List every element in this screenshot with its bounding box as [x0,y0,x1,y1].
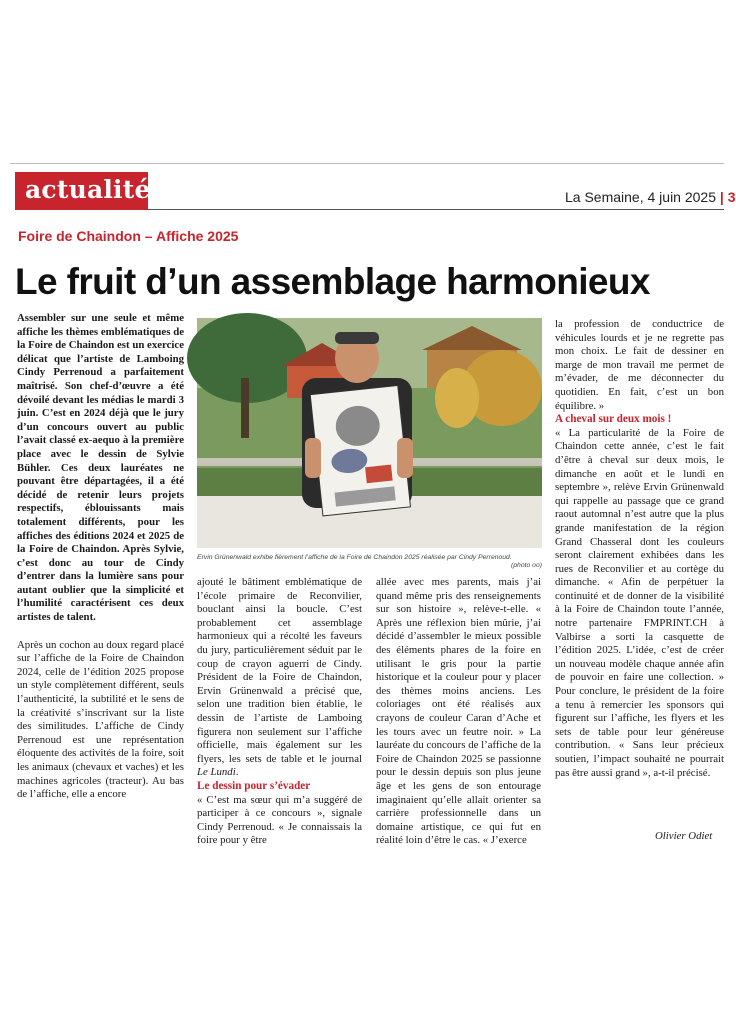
author-signature: Olivier Odiet [655,830,713,842]
article-photo [197,318,542,548]
body-paragraph: « C’est ma sœur qui m’a suggéré de participer à ce concours », signale Cindy Perrenoud. « Je connaissais la foire pour y être [197,793,362,847]
page-separator: | [719,189,724,205]
subheading: A cheval sur deux mois ! [555,413,672,426]
body-paragraph: allée avec mes parents, mais j’ai quand même pris des renseignements sur son histoire », relève-t-elle. « Après une réflexion bien mûrie, j’ai décidé d’assembler le mieux possible des éléments phares de la foire en utilisant le gris pour la partie historique et la couleur pour y placer des thèmes moins anciens. Les coloriages ont été réalisés aux crayons de couleur Caran d’Ache et les tours avec un feutre noir. » La lauréate du concours de l’affiche de la Foire de Chaindon 2025 se passionne pour le dessin depuis son plus jeune âge et les gens de son entourage imaginaient qu’elle allait orienter sa carrière professionnelle dans un domaine artistique, ce qui fut en réalité loin d’être le cas. « J’exerce [376,576,541,847]
lead-paragraph: Assembler sur une seule et même affiche les thèmes emblématiques de la Foire de Chaindon est un exercice délicat que l’artiste de Lamboing Cindy Perrenoud a parfaitement maîtrisé. Son chef-d’œuvre a été dévoilé devant les médias le mardi 3 juin. C’est en 2024 déjà que le jury d’un concours ouvert au public l’avait classé ex-aequo à la première place avec le dessin de Sylvie Bühler. Ces deux lauréates ne pouvant être départagées, il a été décidé de retenir leurs projets respectifs, éblouissants mais totalement différents, pour les affiches des éditions 2024 et 2025 de la Foire de Chaindon. Après Sylvie, c’est donc au tour de Cindy d’entrer dans la lumière sans pour autant oublier que la simplicité et l’humilité caractérisent ces deux artistes de talent. [17,312,184,624]
header-rule [148,209,724,210]
kicker [18,228,238,244]
kicker-separator: – [144,228,153,244]
body-paragraph [197,576,362,780]
photo-caption: Ervin Grünenwald exhibe fièrement l’affiche de la Foire de Chaindon 2025 réalisée par Cindy Perrenoud. [197,554,512,561]
subheading: Le dessin pour s’évader [197,779,311,792]
publication-date: La Semaine, 4 juin 2025 [565,189,716,205]
body-paragraph: la profession de conductrice de véhicules lourds et je ne regrette pas mon choix. Le fait de dessiner en marge de mon travail me permet de m’évader, de me déconnecter du quotidien. En fait, c’est un bon équilibre. » [555,318,724,412]
column-2 [197,576,362,848]
body-paragraph: « La particularité de la Foire de Chaindon cette année, c’est le fait d’être à cheval sur deux mois, le dimanche en août et le lundi en septembre », relève Ervin Grünenwald qui rappelle au passage que ce grand raout automnal n’est autre que la plus grande manifestation de la région Grand Chasseral dont les couleurs seront clairement exhibées dans les rues de Reconvilier et au cortège du dimanche. « Afin de perpétuer la continuité et de donner de la visibilité à la Foire de Chaindon toute l’année, notre partenaire FMPRINT.CH à Valbirse a sorti la casquette de l’édition 2025. L’idée, c’est de créer un nouveau modèle chaque année afin de pouvoir en faire une collection. » Pour conclure, le président de la foire a tenu à remercier les sponsors qui figurent sur l’affiche, les flyers et les sets de table pour leur généreuse contribution. « Sans leur précieux soutien, l’impact souhaité ne pourrait pas être aussi grand », a-t-il précisé. [555,426,724,779]
body-text-end: . [235,766,239,779]
column-1 [17,312,184,802]
kicker-subtitle: Affiche 2025 [155,228,239,244]
column-4 [555,318,724,780]
photo-credit: (photo oo) [511,562,542,569]
section-rubric: actualité [15,172,148,210]
page-number: 3 [727,189,736,205]
top-rule [10,163,724,164]
dateline [565,189,736,205]
kicker-event: Foire de Chaindon [18,228,141,244]
photo-illustration [197,318,542,548]
column-3 [376,576,541,848]
body-paragraph: Après un cochon au doux regard placé sur l’affiche de la Foire de Chaindon 2024, celle de l’édition 2025 propose un style complètement différent, seuls l’authenticité, la subtilité et le sens de la créativité s’inscrivant sur la liste des similitudes. L’affiche de Cindy Perrenoud est une représentation éloquente des activités de la foire, soit les animaux (chevaux et vaches) et les machines agricoles (tracteur). Au bas de l’affiche, elle a encore [17,638,184,801]
journal-name: Le Lundi [197,766,236,779]
headline: Le fruit d’un assemblage harmonieux [15,261,650,302]
body-text: ajouté le bâtiment emblématique de l’école primaire de Reconvilier, bouclant ainsi la boucle. C’est probablement cet assemblage harmonieux qui a récolté les faveurs du jury, particulièrement séduit par le coup de crayon aguerri de Cindy. Président de la Foire de Chaindon, Ervin Grünenwald a précisé que, selon une tradition bien établie, le dessin de l’artiste de Lamboing figurera non seulement sur l’affiche officielle, mais également sur les flyers, les sets de table et le journal [197,576,362,765]
